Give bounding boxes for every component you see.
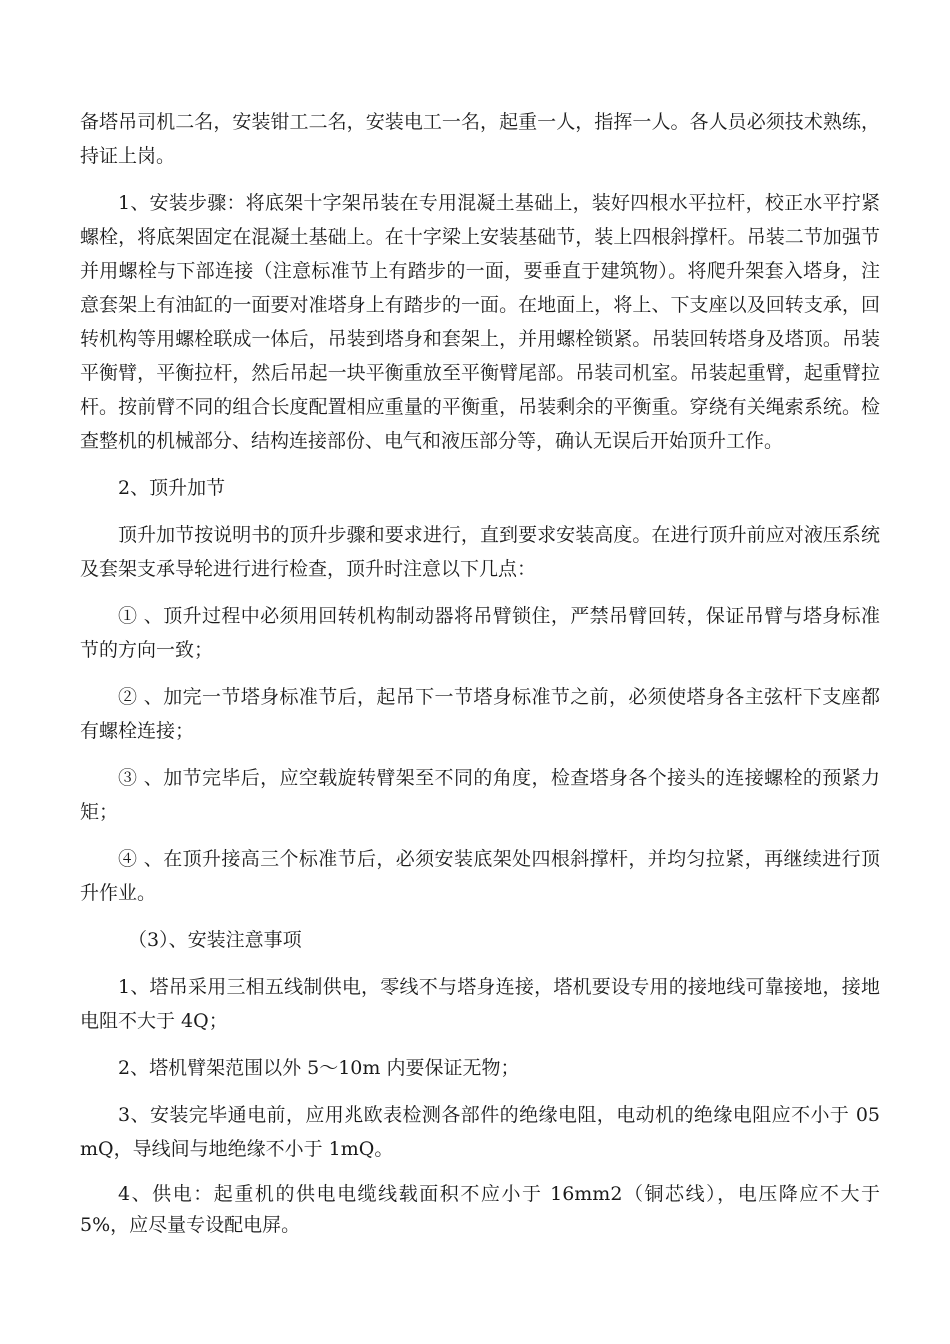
note-item-4: 4、供电：起重机的供电电缆线载面积不应小于 16mm2（铜芯线），电压降应不大于 5%，应尽量专设配电屏。	[80, 1183, 880, 1236]
heading-jacking: 2、顶升加节	[118, 477, 226, 499]
list-item-3: ③ 、加节完毕后，应空载旋转臂架至不同的角度，检查塔身各个接头的连接螺栓的预紧力矩；	[80, 767, 880, 823]
list-item-1: ① 、顶升过程中必须用回转机构制动器将吊臂锁住，严禁吊臂回转，保证吊臂与塔身标准节的方向一致；	[80, 605, 880, 661]
document-body	[80, 105, 880, 1254]
note-item-1: 1、塔吊采用三相五线制供电，零线不与塔身连接，塔机要设专用的接地线可靠接地，接地电阻不大于 4Q；	[80, 976, 880, 1032]
list-item-2: ② 、加完一节塔身标准节后，起吊下一节塔身标准节之前，必须使塔身各主弦杆下支座都有螺栓连接；	[80, 686, 880, 742]
heading-install-notes: （3）、安装注意事项	[128, 929, 302, 951]
note-item-2: 2、塔机臂架范围以外 5～10m 内要保证无物；	[118, 1057, 520, 1079]
paragraph-jacking-intro: 顶升加节按说明书的顶升步骤和要求进行，直到要求安装高度。在进行顶升前应对液压系统及套架支承导轮进行进行检查，顶升时注意以下几点：	[80, 524, 880, 580]
list-item-4: ④ 、在顶升接高三个标准节后，必须安装底架处四根斜撑杆，并均匀拉紧，再继续进行顶升作业。	[80, 848, 880, 904]
note-item-3: 3、安装完毕通电前，应用兆欧表检测各部件的绝缘电阻，电动机的绝缘电阻应不小于 05mQ，导线间与地绝缘不小于 1mQ。	[80, 1104, 880, 1160]
paragraph-install-steps: 1、安装步骤：将底架十字架吊装在专用混凝土基础上，装好四根水平拉杆，校正水平拧紧螺栓，将底架固定在混凝土基础上。在十字梁上安装基础节，装上四根斜撑杆。吊装二节加强节并用螺栓与下部连接（注意标准节上有踏步的一面，要垂直于建筑物）。将爬升架套入塔身，注意套架上有油缸的一面要对准塔身上有踏步的一面。在地面上，将上、下支座以及回转支承，回转机构等用螺栓联成一体后，吊装到塔身和套架上，并用螺栓锁紧。吊装回转塔身及塔顶。吊装平衡臂，平衡拉杆，然后吊起一块平衡重放至平衡臂尾部。吊装司机室。吊装起重臂，起重臂拉杆。按前臂不同的组合长度配置相应重量的平衡重，吊装剩余的平衡重。穿绕有关绳索系统。检查整机的机械部分、结构连接部份、电气和液压部分等，确认无误后开始顶升工作。	[80, 192, 880, 452]
paragraph-personnel: 备塔吊司机二名，安装钳工二名，安装电工一名，起重一人，指挥一人。各人员必须技术熟练，持证上岗。	[80, 111, 880, 167]
